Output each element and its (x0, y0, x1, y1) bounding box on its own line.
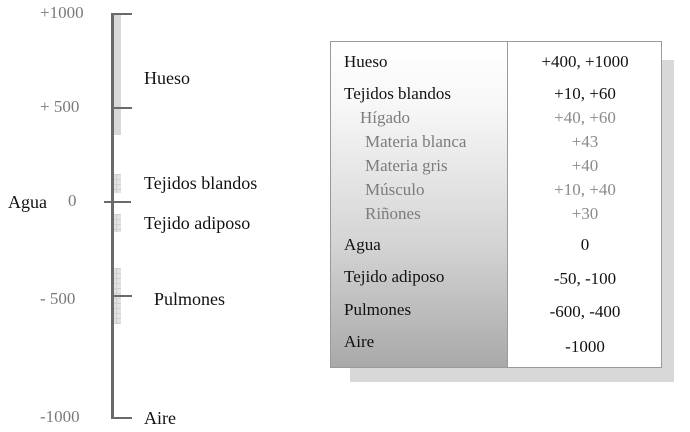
soft-tissue-label: Tejidos blandos (144, 173, 258, 193)
row-name: Agua (344, 235, 381, 254)
tick-label: +1000 (40, 3, 84, 22)
row-name: Tejidos blandos (344, 84, 451, 103)
bone-label: Hueso (144, 68, 190, 88)
tick-mark (111, 295, 132, 297)
row-value: -1000 (565, 337, 605, 356)
row-value: +40, +60 (554, 108, 616, 127)
row-name: Tejido adiposo (344, 267, 445, 286)
row-name: Materia blanca (365, 132, 467, 151)
row-value: -50, -100 (553, 269, 617, 288)
row-value: -600, -400 (549, 302, 621, 321)
tick-label: - 500 (40, 289, 76, 308)
fat-label: Tejido adiposo (144, 213, 251, 233)
tick-mark (111, 107, 132, 109)
row-name: Pulmones (344, 300, 412, 319)
row-value: +10, +40 (554, 180, 616, 199)
row-name: Riñones (365, 204, 421, 223)
row-value: 0 (580, 235, 590, 254)
tick-mark (111, 13, 132, 15)
air-label: Aire (144, 408, 176, 428)
row-value: +40 (571, 156, 599, 175)
tick-label: + 500 (40, 97, 80, 116)
row-value: +30 (571, 204, 599, 223)
row-name: Músculo (365, 180, 425, 199)
tick-label: -1000 (40, 407, 80, 426)
row-value: +400, +1000 (541, 52, 629, 71)
tick-label: 0 (68, 191, 77, 210)
row-name: Aire (344, 332, 375, 351)
row-value: +10, +60 (554, 84, 616, 103)
row-name: Materia gris (365, 156, 448, 175)
tick-mark (111, 417, 132, 419)
tick-mark (104, 201, 131, 203)
scale-axis (111, 13, 114, 418)
row-value: +43 (571, 132, 599, 151)
row-name: Hígado (360, 108, 411, 127)
water-label: Agua (8, 192, 47, 212)
hounsfield-table (330, 41, 662, 368)
lungs-label: Pulmones (154, 289, 226, 309)
row-name: Hueso (344, 52, 388, 71)
